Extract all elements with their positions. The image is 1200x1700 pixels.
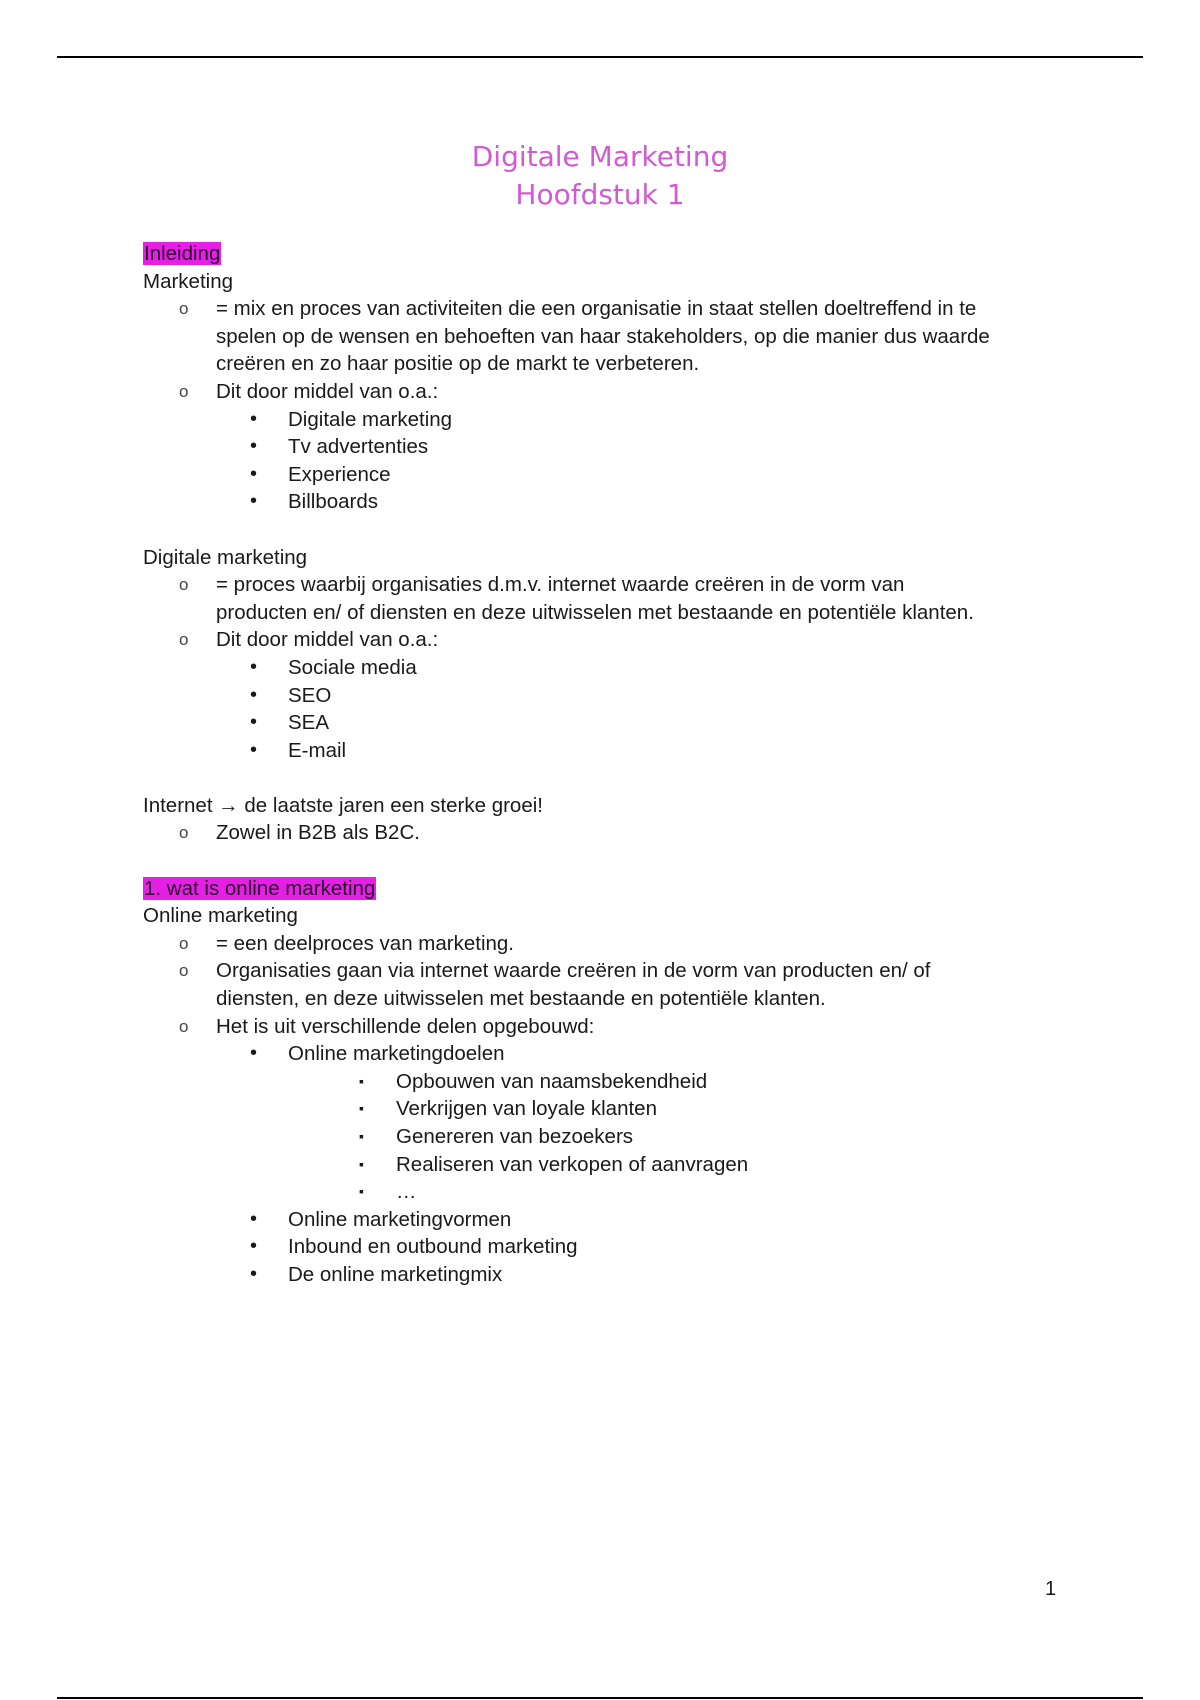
bullet-icon: •	[250, 1042, 258, 1065]
list-item-text: E-mail	[288, 738, 347, 762]
list-item-text: = een deelproces van marketing.	[216, 931, 515, 955]
highlighted-heading: Inleiding	[144, 242, 221, 265]
circle-bullet-icon: o	[179, 961, 189, 981]
definition-text: = mix en proces van activiteiten die een organisatie in staat stellen doeltreffend in te	[216, 297, 977, 321]
list-item-text: Dit door middel van o.a.:	[216, 628, 439, 652]
bullet-icon: •	[250, 1262, 258, 1285]
list-item-text: SEO	[288, 683, 332, 707]
list-item	[143, 461, 1103, 489]
circle-bullet-icon: o	[179, 933, 189, 953]
page-number: 1	[1045, 1578, 1057, 1600]
list-item-text: SEA	[288, 711, 330, 735]
definition-line: producten en/ of diensten en deze uitwisselen met bestaande en potentiële klanten.	[216, 600, 974, 624]
list-item-text: Verkrijgen van loyale klanten	[396, 1097, 657, 1121]
document-body	[143, 240, 1103, 1289]
list-item	[143, 1013, 1103, 1041]
document-subtitle: Hoofdstuk 1	[515, 178, 685, 211]
list-item-text: Billboards	[288, 490, 379, 514]
list-item	[143, 819, 1103, 847]
list-item-text: Digitale marketing	[288, 407, 453, 431]
definition-line	[143, 571, 1103, 599]
section-heading-inleiding	[143, 240, 1103, 268]
definition-text: = proces waarbij organisaties d.m.v. internet waarde creëren in de vorm van	[216, 573, 905, 597]
circle-bullet-icon: o	[179, 1016, 189, 1036]
list-item	[143, 488, 1103, 516]
header-rule	[57, 56, 1143, 58]
circle-bullet-icon: o	[179, 630, 189, 650]
square-bullet-icon: ▪	[359, 1072, 364, 1089]
list-item	[143, 1040, 1103, 1068]
section-heading-online-marketing	[143, 875, 1103, 903]
list-item	[143, 1123, 1103, 1151]
list-item	[143, 433, 1103, 461]
list-item	[143, 682, 1103, 710]
spacer	[143, 847, 1103, 875]
list-item-text: Genereren van bezoekers	[396, 1125, 634, 1148]
bullet-icon: •	[250, 711, 258, 734]
spacer	[143, 516, 1103, 544]
circle-bullet-icon: o	[179, 575, 189, 595]
bullet-icon: •	[250, 1235, 258, 1258]
spacer	[143, 764, 1103, 792]
list-item	[143, 378, 1103, 406]
bullet-icon: •	[250, 655, 258, 678]
square-bullet-icon: ▪	[359, 1128, 364, 1144]
bullet-icon: •	[250, 407, 258, 430]
bullet-icon: •	[250, 462, 258, 485]
list-item	[143, 1151, 1103, 1179]
list-item	[143, 1233, 1103, 1261]
list-item-text: De online marketingmix	[288, 1262, 503, 1286]
list-item-text: Online marketingvormen	[288, 1207, 512, 1231]
term-internet: Internet → de laatste jaren een sterke groei!	[143, 793, 543, 817]
list-item	[143, 957, 1103, 985]
term-digital-marketing: Digitale marketing	[143, 545, 308, 569]
list-item	[143, 626, 1103, 654]
list-item-text: Sociale media	[288, 655, 417, 679]
list-item	[143, 930, 1103, 958]
list-item	[143, 1178, 1103, 1206]
list-item	[143, 737, 1103, 765]
list-item	[143, 1261, 1103, 1289]
circle-bullet-icon: o	[179, 823, 189, 843]
list-item	[143, 654, 1103, 682]
term-online-marketing: Online marketing	[143, 904, 298, 928]
list-item-text: Organisaties gaan via internet waarde creëren in de vorm van producten en/ of	[216, 959, 931, 983]
list-item-text: Dit door middel van o.a.:	[216, 379, 439, 403]
square-bullet-icon: ▪	[359, 1100, 364, 1117]
circle-bullet-icon: o	[179, 299, 189, 319]
document-title: Digitale Marketing	[471, 140, 729, 173]
bullet-icon: •	[250, 435, 258, 458]
list-item	[143, 1095, 1103, 1123]
list-item-text: Het is uit verschillende delen opgebouwd:	[216, 1014, 595, 1038]
bullet-icon: •	[250, 683, 258, 706]
bullet-icon: •	[250, 738, 258, 761]
list-item-text: Zowel in B2B als B2C.	[216, 821, 420, 845]
footer-rule	[57, 1697, 1143, 1699]
list-item-text: Tv advertenties	[288, 435, 429, 459]
list-item-continuation: diensten, en deze uitwisselen met bestaande en potentiële klanten.	[216, 987, 826, 1011]
list-item-text: Inbound en outbound marketing	[288, 1235, 578, 1259]
list-item-text: Online marketingdoelen	[288, 1042, 505, 1066]
square-bullet-icon: ▪	[359, 1155, 364, 1172]
square-bullet-icon: ▪	[359, 1183, 364, 1200]
list-item	[143, 709, 1103, 737]
term-marketing: Marketing	[143, 269, 234, 293]
definition-line: spelen op de wensen en behoeften van haar stakeholders, op die manier dus waarde	[216, 324, 990, 348]
list-item-text: Experience	[288, 462, 391, 486]
list-item-text: Opbouwen van naamsbekendheid	[396, 1069, 708, 1093]
definition-line: creëren en zo haar positie op de markt te verbeteren.	[216, 352, 700, 376]
circle-bullet-icon: o	[179, 381, 189, 401]
bullet-icon: •	[250, 1207, 258, 1230]
list-item-text: …	[396, 1180, 417, 1204]
list-item-text: Realiseren van verkopen of aanvragen	[396, 1152, 749, 1176]
document-title-block	[0, 138, 1200, 214]
list-item	[143, 1206, 1103, 1234]
list-item	[143, 406, 1103, 434]
bullet-icon: •	[250, 490, 258, 513]
list-item	[143, 1068, 1103, 1096]
highlighted-heading: 1. wat is online marketing	[144, 876, 376, 900]
definition-line	[143, 295, 1103, 323]
